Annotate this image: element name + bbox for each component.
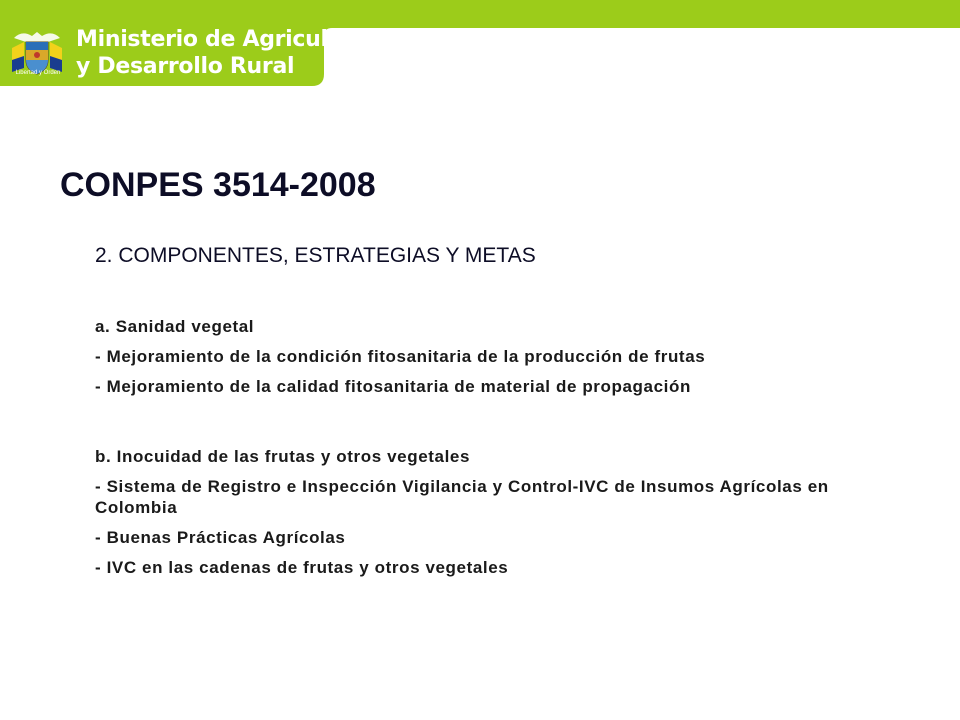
group-a-item: - Mejoramiento de la condición fitosanitaria de la producción de frutas <box>95 347 706 366</box>
group-a-heading: a. Sanidad vegetal <box>95 317 255 336</box>
ministry-name-line2: y Desarrollo Rural <box>76 54 295 79</box>
group-b-item: - IVC en las cadenas de frutas y otros vegetales <box>95 558 509 577</box>
motto-text: Libertad y Orden <box>15 70 61 76</box>
group-b-item: - Buenas Prácticas Agrícolas <box>95 528 346 547</box>
ministry-name <box>76 26 378 80</box>
group-b-item: - Sistema de Registro e Inspección Vigilancia y Control-IVC de Insumos Agrícolas en Colombia <box>95 477 829 517</box>
slide-title: CONPES 3514-2008 <box>60 166 376 204</box>
slide-content <box>95 316 855 578</box>
ministry-name-line1: Ministerio de Agricultura <box>76 27 379 52</box>
group-a-item: - Mejoramiento de la calidad fitosanitaria de material de propagación <box>95 377 691 396</box>
section-heading: 2. COMPONENTES, ESTRATEGIAS Y METAS <box>95 244 536 267</box>
group-b-heading: b. Inocuidad de las frutas y otros vegetales <box>95 447 470 466</box>
